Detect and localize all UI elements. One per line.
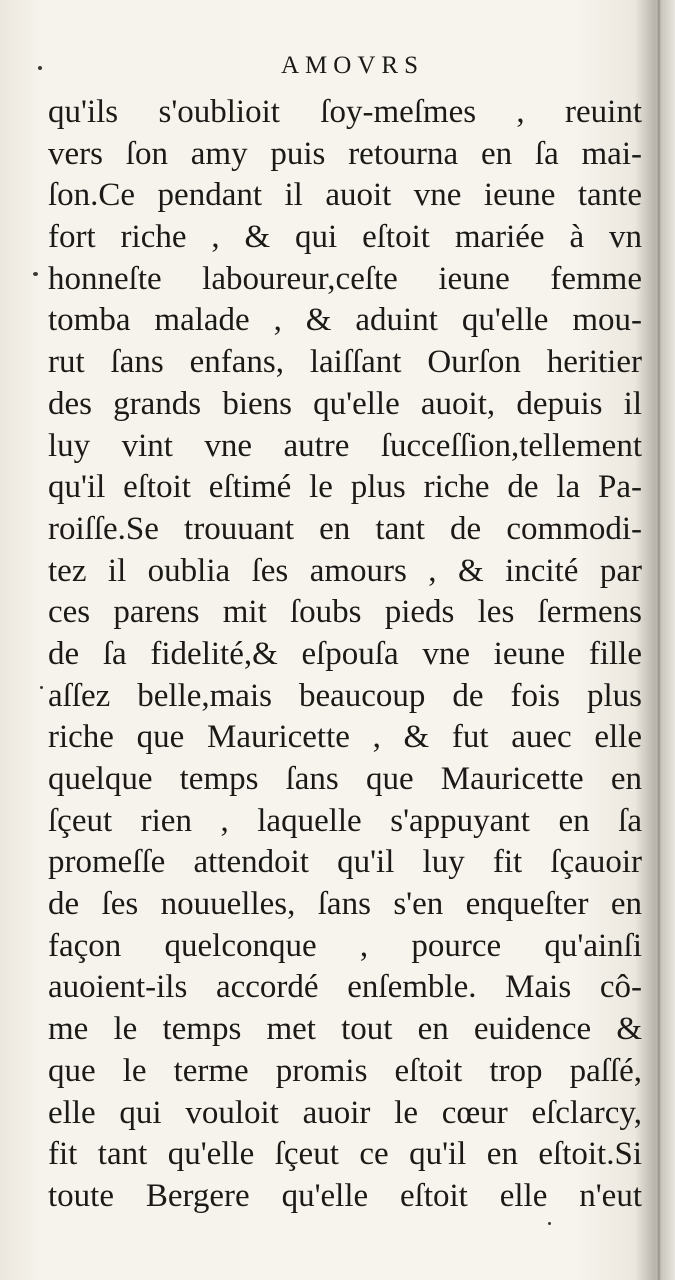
text-line: façon quelconque , pource qu'ainſi [48,927,642,964]
text-line: fit tant qu'elle ſçeut ce qu'il en eſtoit.Si [48,1136,642,1173]
text-line: vers ſon amy puis retourna en ſa mai- [48,135,642,172]
text-line: quelque temps ſans que Mauricette en [48,761,642,797]
text-line: ces parens mit ſoubs pieds les ſermens [48,594,642,631]
text-line: qu'ils s'oublioit ſoy-meſmes , reuint [48,94,642,130]
body-text [48,92,642,1218]
text-line: rut ſans enfans, laiſſant Ourſon heritier [48,344,642,381]
text-line: de ſes nouuelles, ſans s'en enqueſter en [48,886,642,923]
text-line: riche que Mauricette , & fut auec elle [48,719,642,756]
ink-speck [40,686,43,689]
text-line: des grands biens qu'elle auoit, depuis il [48,385,642,422]
text-line: tez il oublia ſes amours , & incité par [48,552,642,589]
running-head: AMOVRS [281,52,424,79]
ink-speck [38,66,42,70]
ink-speck [33,272,38,276]
text-line: me le temps met tout en euidence & [48,1011,642,1048]
text-line: de ſa fidelité,& eſpouſa vne ieune fille [48,635,642,672]
text-line: roiſſe.Se trouuant en tant de commodi- [48,510,642,547]
page-gutter-edge [657,0,661,1280]
text-line: qu'il eſtoit eſtimé le plus riche de la Pa- [48,469,642,506]
text-line: ſon.Ce pendant il auoit vne ieune tante [48,177,642,214]
text-line: ſçeut rien , laquelle s'appuyant en ſa [48,802,642,839]
ink-speck [548,1222,551,1225]
text-line: honneſte laboureur,ceſte ieune femme [48,260,642,297]
text-line: auoient-ils accordé enſemble. Mais cô- [48,969,642,1006]
text-line: fort riche , & qui eſtoit mariée à vn [48,219,642,256]
text-line: que le terme promis eſtoit trop paſſé, [48,1052,642,1089]
text-line: promeſſe attendoit qu'il luy fit ſçauoir [48,844,642,881]
text-line: elle qui vouloit auoir le cœur eſclarcy, [48,1094,642,1131]
text-line: tomba malade , & aduint qu'elle mou- [48,302,642,339]
text-line: luy vint vne autre ſucceſſion,tellement [48,427,642,464]
text-line: aſſez belle,mais beaucoup de fois plus [48,677,642,714]
text-line: toute Bergere qu'elle eſtoit elle n'eut [48,1177,642,1214]
